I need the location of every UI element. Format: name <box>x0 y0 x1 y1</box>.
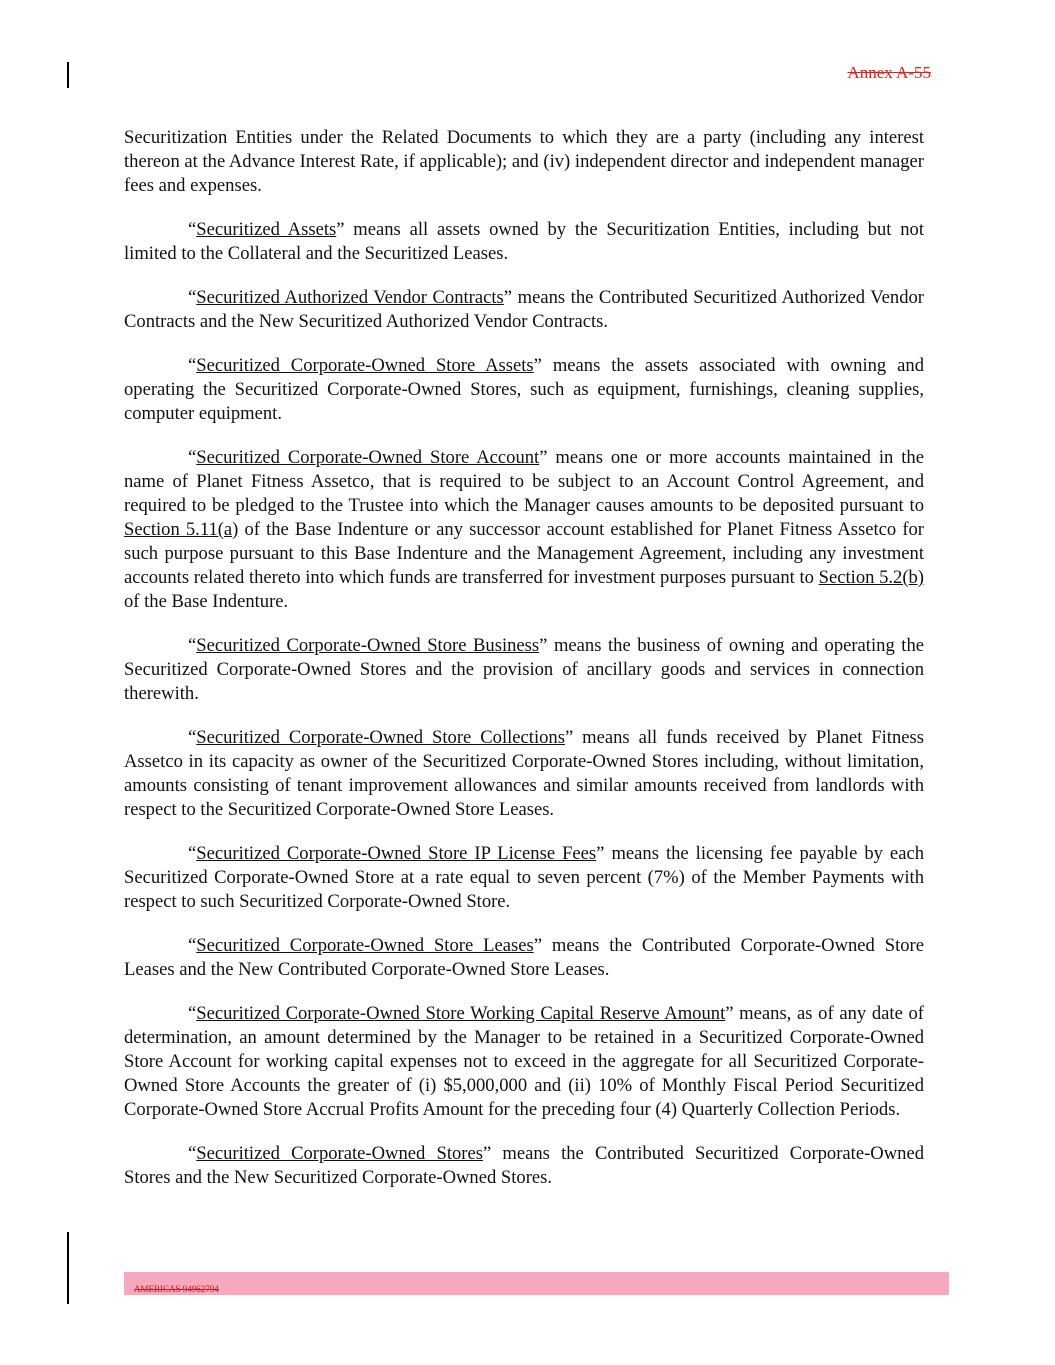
definition-text: of the Base Indenture or any successor account established for Planet Fitness Assetco for such purpose pursuant to this Base Indenture and the Management Agreement, including any investment accounts related thereto into which funds are transferred for investment purposes pursuant to <box>124 519 924 588</box>
defined-term: Securitized Corporate-Owned Store Account <box>196 447 540 468</box>
document-id: AMERICAS 94962794 <box>134 1284 219 1294</box>
definition-working-capital-reserve: “Securitized Corporate-Owned Store Working Capital Reserve Amount” means, as of any date of determination, an amount determined by the Manager to be retained in a Securitized Corporate-Owned Store Account for working capital expenses not to exceed in the aggregate for all Securitized Corporate-Owned Store Accounts the greater of (i) $5,000,000 and (ii) 10% of Monthly Fiscal Period Securitized Corporate-Owned Store Accrual Profits Amount for the preceding four (4) Quarterly Collection Periods. <box>124 1003 924 1120</box>
definition-text: means the Contributed Securitized Corporate-Owned Stores and the New Securitized Corporate-Owned Stores. <box>124 1143 924 1188</box>
defined-term: Securitized Corporate-Owned Store Collections <box>196 727 565 748</box>
change-bar-bottom <box>67 1232 69 1304</box>
section-reference: Section 5.11(a) <box>124 519 239 540</box>
defined-term: Securitized Corporate-Owned Store Assets <box>196 355 534 376</box>
definition-store-leases: “Securitized Corporate-Owned Store Leases” means the Contributed Corporate-Owned Store Leases and the New Contributed Corporate-Owned Store Leases. <box>124 935 924 980</box>
defined-term: Securitized Assets <box>196 219 337 240</box>
definition-store-account: “Securitized Corporate-Owned Store Account” means one or more accounts maintained in the name of Planet Fitness Assetco, that is required to be subject to an Account Control Agreement, and required to be pledged to the Trustee into which the Manager causes amounts to be deposited pursuant to Section 5.11(a) of the Base Indenture or any successor account established for Planet Fitness Assetco for such purpose pursuant to this Base Indenture and the Management Agreement, including any investment accounts related thereto into which funds are transferred for investment purposes pursuant to Section 5.2(b) of the Base Indenture. <box>124 447 924 612</box>
definition-store-ip-license-fees: “Securitized Corporate-Owned Store IP License Fees” means the licensing fee payable by each Securitized Corporate-Owned Store at a rate equal to seven percent (7%) of the Member Payments with respect to such Securitized Corporate-Owned Store. <box>124 843 924 912</box>
continuation-paragraph: Securitization Entities under the Related Documents to which they are a party (including any interest thereon at the Advance Interest Rate, if applicable); and (iv) independent director and independent manager fees and expenses. <box>124 127 924 196</box>
definition-text: means one or more accounts maintained in the name of Planet Fitness Assetco, that is required to be subject to an Account Control Agreement, and required to be pledged to the Trustee into which the Manager causes amounts to be deposited pursuant to <box>124 447 924 516</box>
definition-store-assets: “Securitized Corporate-Owned Store Assets” means the assets associated with owning and operating the Securitized Corporate-Owned Stores, such as equipment, furnishings, cleaning supplies, computer equipment. <box>124 355 924 424</box>
defined-term: Securitized Corporate-Owned Store Leases <box>196 935 534 956</box>
definition-text: means, as of any date of determination, an amount determined by the Manager to be retained in a Securitized Corporate-Owned Store Account for working capital expenses not to exceed in the aggregate for all Securitized Corporate-Owned Store Accounts the greater of (i) $5,000,000 and (ii) 10% of Monthly Fiscal Period Securitized Corporate-Owned Store Accrual Profits Amount for the preceding four (4) Quarterly Collection Periods. <box>124 1003 924 1120</box>
definition-securitized-stores: “Securitized Corporate-Owned Stores” means the Contributed Securitized Corporate-Owned Stores and the New Securitized Corporate-Owned Stores. <box>124 1143 924 1188</box>
definition-text: means all funds received by Planet Fitness Assetco in its capacity as owner of the Securitized Corporate-Owned Stores including, without limitation, amounts consisting of tenant improvement allowances and similar amounts received from landlords with respect to the Securitized Corporate-Owned Store Leases. <box>124 727 924 820</box>
section-reference: Section 5.2(b) <box>818 567 924 588</box>
defined-term: Securitized Corporate-Owned Stores <box>196 1143 483 1164</box>
definition-text: means the business of owning and operating the Securitized Corporate-Owned Stores and the provision of ancillary goods and services in connection therewith. <box>124 635 924 704</box>
definition-securitized-assets: “Securitized Assets” means all assets owned by the Securitization Entities, including but not limited to the Collateral and the Securitized Leases. <box>124 219 925 264</box>
definition-text: means the assets associated with owning and operating the Securitized Corporate-Owned Stores, such as equipment, furnishings, cleaning supplies, computer equipment. <box>124 355 924 424</box>
defined-term: Securitized Corporate-Owned Store Working Capital Reserve Amount <box>196 1003 726 1024</box>
defined-term: Securitized Corporate-Owned Store Business <box>196 635 540 656</box>
definition-text: of the Base Indenture. <box>124 591 289 612</box>
definition-text: means the Contributed Corporate-Owned Store Leases and the New Contributed Corporate-Owned Store Leases. <box>124 935 924 980</box>
definition-store-business: “Securitized Corporate-Owned Store Business” means the business of owning and operating the Securitized Corporate-Owned Stores and the provision of ancillary goods and services in connection therewith. <box>124 635 924 704</box>
definition-text: means all assets owned by the Securitization Entities, including but not limited to the Collateral and the Securitized Leases. <box>124 219 925 264</box>
defined-term: Securitized Corporate-Owned Store IP License Fees <box>196 843 597 864</box>
defined-term: Securitized Authorized Vendor Contracts <box>196 287 504 308</box>
definition-securitized-authorized-vendor-contracts: “Securitized Authorized Vendor Contracts” means the Contributed Securitized Authorized Vendor Contracts and the New Securitized Authorized Vendor Contracts. <box>124 287 925 332</box>
change-bar-top <box>67 62 69 88</box>
document-body <box>124 126 924 1210</box>
definition-store-collections: “Securitized Corporate-Owned Store Collections” means all funds received by Planet Fitness Assetco in its capacity as owner of the Securitized Corporate-Owned Stores including, without limitation, amounts consisting of tenant improvement allowances and similar amounts received from landlords with respect to the Securitized Corporate-Owned Store Leases. <box>124 727 924 820</box>
definition-text: means the licensing fee payable by each Securitized Corporate-Owned Store at a rate equal to seven percent (7%) of the Member Payments with respect to such Securitized Corporate-Owned Store. <box>124 843 924 912</box>
definition-text: means the Contributed Securitized Authorized Vendor Contracts and the New Securitized Authorized Vendor Contracts. <box>124 287 925 332</box>
footer-band <box>124 1272 949 1295</box>
page-label: Annex A-55 <box>847 63 931 82</box>
